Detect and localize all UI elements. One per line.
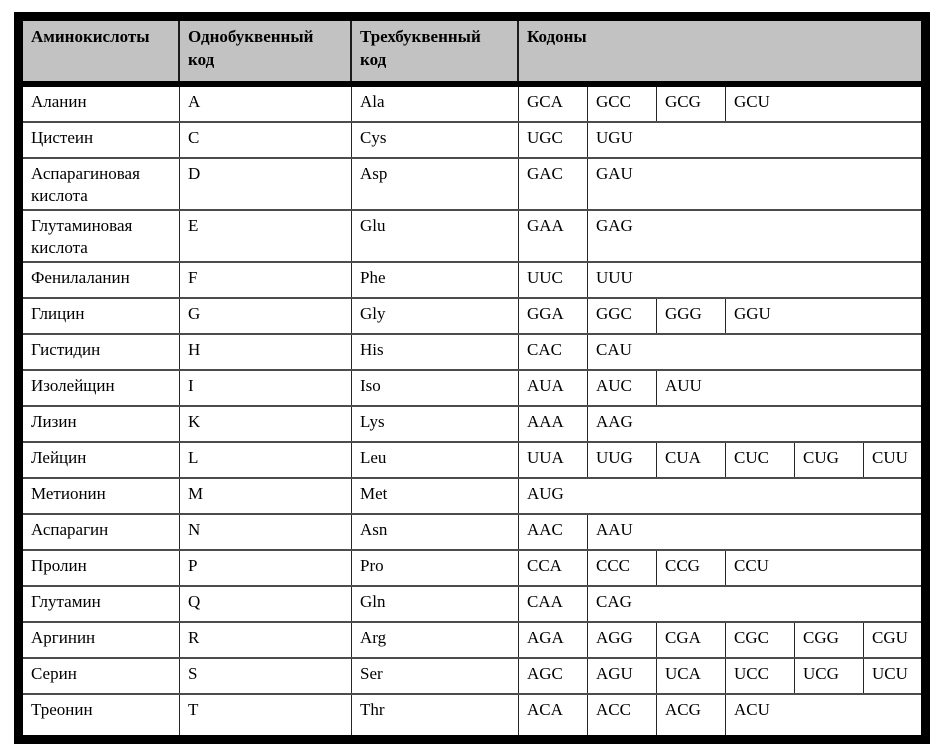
three-letter-code: Met xyxy=(352,479,519,513)
codon-cell: ACU xyxy=(734,700,770,720)
codon-cell: AGU xyxy=(588,659,657,693)
codon-cell: UUC xyxy=(519,263,588,297)
three-letter-code: Ala xyxy=(352,87,519,121)
table-header-row xyxy=(23,21,921,87)
codon-cell: GCC xyxy=(588,87,657,121)
codon-cell: GGU xyxy=(734,304,771,324)
amino-acid-name: Глутаминовая кислота xyxy=(23,211,180,261)
amino-acid-name: Метионин xyxy=(23,479,180,513)
codons-group xyxy=(519,695,921,735)
three-letter-code: Gln xyxy=(352,587,519,621)
codons-group xyxy=(519,263,921,297)
codon-cell: GCA xyxy=(519,87,588,121)
three-letter-code: Pro xyxy=(352,551,519,585)
codon-cell: AAC xyxy=(519,515,588,549)
table-row xyxy=(23,407,921,443)
codon-cell: CUC xyxy=(726,443,795,477)
codon-cell: UCU xyxy=(872,664,908,684)
codon-cell: ACA xyxy=(519,695,588,735)
three-letter-code: Asn xyxy=(352,515,519,549)
codon-cell: CAG xyxy=(596,592,632,612)
one-letter-code: G xyxy=(180,299,352,333)
codon-cell: UGC xyxy=(519,123,588,157)
codon-cell: UUU xyxy=(596,268,633,288)
table-row xyxy=(23,623,921,659)
column-header-three-letter: Трехбуквенный код xyxy=(352,21,519,81)
codons-group xyxy=(519,407,921,441)
codon-cell: UCC xyxy=(726,659,795,693)
amino-acid-name: Треонин xyxy=(23,695,180,735)
codon-cell: CCA xyxy=(519,551,588,585)
amino-acid-name: Глутамин xyxy=(23,587,180,621)
table-row xyxy=(23,87,921,123)
table-row xyxy=(23,515,921,551)
amino-acid-name: Лейцин xyxy=(23,443,180,477)
amino-acid-name: Аспарагин xyxy=(23,515,180,549)
table-row xyxy=(23,479,921,515)
amino-acid-name: Пролин xyxy=(23,551,180,585)
three-letter-code: Leu xyxy=(352,443,519,477)
codon-cell: CGA xyxy=(657,623,726,657)
amino-acid-name: Аргинин xyxy=(23,623,180,657)
codons-group xyxy=(519,335,921,369)
one-letter-code: P xyxy=(180,551,352,585)
table-row xyxy=(23,587,921,623)
codon-cell: UCG xyxy=(795,659,864,693)
codon-cell: ACC xyxy=(588,695,657,735)
codon-cell: UUG xyxy=(588,443,657,477)
amino-acid-name: Изолейщин xyxy=(23,371,180,405)
column-header-amino-acids: Аминокислоты xyxy=(23,21,180,81)
amino-acid-name: Аспарагиновая кислота xyxy=(23,159,180,209)
codon-cell: GAU xyxy=(596,164,633,183)
one-letter-code: E xyxy=(180,211,352,261)
codon-cell: AGC xyxy=(519,659,588,693)
three-letter-code: Gly xyxy=(352,299,519,333)
codon-cell: AGG xyxy=(588,623,657,657)
three-letter-code: Phe xyxy=(352,263,519,297)
three-letter-code: Thr xyxy=(352,695,519,735)
codon-cell: AAG xyxy=(596,412,633,432)
codons-group xyxy=(519,587,921,621)
three-letter-code: Asp xyxy=(352,159,519,209)
codons-group xyxy=(519,87,921,121)
codon-cell: AUU xyxy=(665,376,702,396)
amino-acid-name: Глицин xyxy=(23,299,180,333)
codons-group xyxy=(519,299,921,333)
codons-group xyxy=(519,551,921,585)
codons-group xyxy=(519,443,921,477)
codon-cell: AAA xyxy=(519,407,588,441)
codon-cell: GAC xyxy=(519,159,588,209)
codon-cell: AAU xyxy=(596,520,633,540)
codon-cell: GGC xyxy=(588,299,657,333)
codon-cell: AUC xyxy=(588,371,657,405)
table-row xyxy=(23,695,921,735)
codon-cell: CAU xyxy=(596,340,632,360)
one-letter-code: F xyxy=(180,263,352,297)
codon-cell: CAA xyxy=(519,587,588,621)
amino-acid-name: Фенилаланин xyxy=(23,263,180,297)
column-header-codons: Кодоны xyxy=(527,27,587,46)
codons-group xyxy=(519,623,921,657)
column-header-one-letter: Однобуквенный код xyxy=(180,21,352,81)
codon-cell: CGC xyxy=(726,623,795,657)
codon-cell: AUG xyxy=(527,484,564,504)
codons-group xyxy=(519,211,921,261)
amino-acid-name: Лизин xyxy=(23,407,180,441)
three-letter-code: Iso xyxy=(352,371,519,405)
codon-cell: CCC xyxy=(588,551,657,585)
codons-group xyxy=(519,659,921,693)
one-letter-code: H xyxy=(180,335,352,369)
codon-cell: UGU xyxy=(596,128,633,147)
codon-cell: CCG xyxy=(657,551,726,585)
one-letter-code: Q xyxy=(180,587,352,621)
table-row xyxy=(23,371,921,407)
three-letter-code: His xyxy=(352,335,519,369)
codons-group xyxy=(519,479,921,513)
one-letter-code: N xyxy=(180,515,352,549)
codon-cell: GGA xyxy=(519,299,588,333)
table-row xyxy=(23,551,921,587)
amino-acid-name: Серин xyxy=(23,659,180,693)
amino-acid-name: Аланин xyxy=(23,87,180,121)
codon-cell: CGG xyxy=(795,623,864,657)
three-letter-code: Lys xyxy=(352,407,519,441)
codon-cell: GGG xyxy=(657,299,726,333)
one-letter-code: L xyxy=(180,443,352,477)
codon-cell: GAG xyxy=(596,216,633,236)
codon-cell: UUA xyxy=(519,443,588,477)
codon-cell: CAC xyxy=(519,335,588,369)
one-letter-code: T xyxy=(180,695,352,735)
codon-cell: CGU xyxy=(872,628,908,648)
three-letter-code: Glu xyxy=(352,211,519,261)
three-letter-code: Cys xyxy=(352,123,519,157)
codons-group xyxy=(519,371,921,405)
amino-acid-name: Цистеин xyxy=(23,123,180,157)
codons-group xyxy=(519,123,921,157)
table-row xyxy=(23,443,921,479)
one-letter-code: D xyxy=(180,159,352,209)
codon-cell: AGA xyxy=(519,623,588,657)
table-row xyxy=(23,159,921,211)
codon-cell: GCU xyxy=(734,92,770,111)
codon-cell: AUA xyxy=(519,371,588,405)
codon-cell: GAA xyxy=(519,211,588,261)
table-row xyxy=(23,335,921,371)
one-letter-code: C xyxy=(180,123,352,157)
table-row xyxy=(23,211,921,263)
codon-cell: CUG xyxy=(795,443,864,477)
table-row xyxy=(23,299,921,335)
one-letter-code: A xyxy=(180,87,352,121)
one-letter-code: M xyxy=(180,479,352,513)
three-letter-code: Arg xyxy=(352,623,519,657)
table-row xyxy=(23,123,921,159)
codons-group xyxy=(519,159,921,209)
one-letter-code: I xyxy=(180,371,352,405)
table-row xyxy=(23,659,921,695)
table-body xyxy=(23,87,921,735)
one-letter-code: S xyxy=(180,659,352,693)
three-letter-code: Ser xyxy=(352,659,519,693)
codon-cell: CUU xyxy=(872,448,908,468)
amino-acid-codon-table xyxy=(14,12,930,744)
codon-cell: CUA xyxy=(657,443,726,477)
one-letter-code: K xyxy=(180,407,352,441)
codon-cell: UCA xyxy=(657,659,726,693)
codon-cell: CCU xyxy=(734,556,769,576)
codons-group xyxy=(519,515,921,549)
codon-cell: GCG xyxy=(657,87,726,121)
codon-cell: ACG xyxy=(657,695,726,735)
amino-acid-name: Гистидин xyxy=(23,335,180,369)
table-row xyxy=(23,263,921,299)
one-letter-code: R xyxy=(180,623,352,657)
